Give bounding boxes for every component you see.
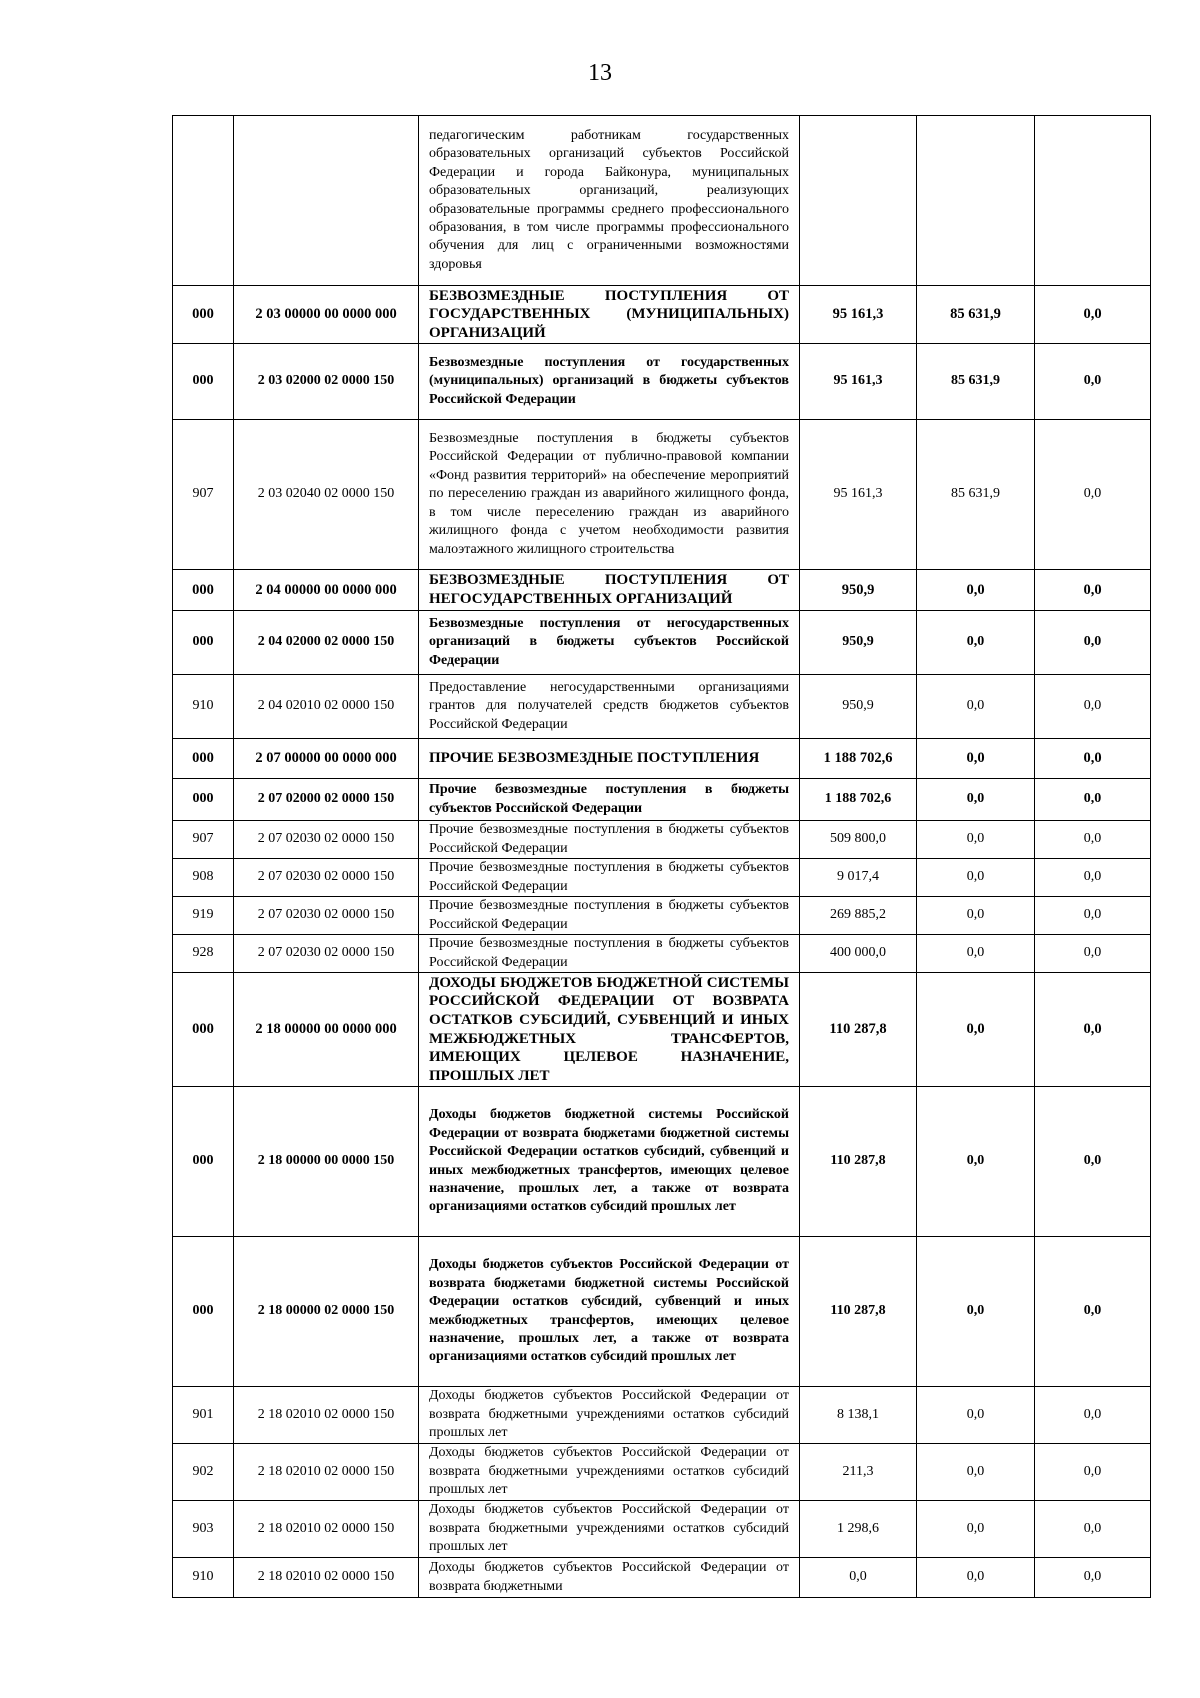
- amount-year1-cell: 110 287,8: [800, 1237, 917, 1387]
- budget-code-cell: 2 04 02000 02 0000 150: [234, 611, 419, 675]
- amount-year2-cell: 0,0: [917, 859, 1035, 897]
- budget-code-cell: 2 07 02030 02 0000 150: [234, 859, 419, 897]
- amount-year3-cell: 0,0: [1035, 779, 1151, 821]
- table-row: [173, 420, 1151, 570]
- table-row: [173, 1444, 1151, 1501]
- revenue-name-cell: Доходы бюджетов субъектов Российской Федерации от возврата бюджетными учреждениями остатков субсидий прошлых лет: [419, 1501, 800, 1558]
- amount-year2-cell: 0,0: [917, 1558, 1035, 1598]
- admin-code-cell: 000: [173, 739, 234, 779]
- budget-code-cell: 2 04 00000 00 0000 000: [234, 570, 419, 611]
- budget-code-cell: 2 07 02030 02 0000 150: [234, 897, 419, 935]
- admin-code-cell: 907: [173, 821, 234, 859]
- amount-year3-cell: 0,0: [1035, 935, 1151, 973]
- table-row: [173, 116, 1151, 286]
- amount-year1-cell: 95 161,3: [800, 344, 917, 420]
- table-row: [173, 1087, 1151, 1237]
- amount-year3-cell: 0,0: [1035, 739, 1151, 779]
- revenue-name-cell: БЕЗВОЗМЕЗДНЫЕ ПОСТУПЛЕНИЯ ОТ ГОСУДАРСТВЕННЫХ (МУНИЦИПАЛЬНЫХ) ОРГАНИЗАЦИЙ: [419, 286, 800, 344]
- budget-code-cell: 2 18 00000 00 0000 000: [234, 973, 419, 1087]
- revenue-name-cell: педагогическим работникам государственных образовательных организаций субъектов Российской Федерации и города Байконура, муниципальных образовательных организаций, реализующих образовательные программы среднего профессионального образования, в том числе программы профессионального обучения для лиц с ограниченными возможностями здоровья: [419, 116, 800, 286]
- admin-code-cell: 919: [173, 897, 234, 935]
- budget-code-cell: 2 07 00000 00 0000 000: [234, 739, 419, 779]
- budget-code-cell: [234, 116, 419, 286]
- revenue-name-cell: ПРОЧИЕ БЕЗВОЗМЕЗДНЫЕ ПОСТУПЛЕНИЯ: [419, 739, 800, 779]
- budget-code-cell: 2 03 02040 02 0000 150: [234, 420, 419, 570]
- admin-code-cell: 000: [173, 1087, 234, 1237]
- revenue-name-cell: Прочие безвозмездные поступления в бюджеты субъектов Российской Федерации: [419, 859, 800, 897]
- amount-year2-cell: 85 631,9: [917, 420, 1035, 570]
- amount-year3-cell: 0,0: [1035, 1558, 1151, 1598]
- amount-year2-cell: 0,0: [917, 779, 1035, 821]
- amount-year3-cell: 0,0: [1035, 1501, 1151, 1558]
- table-row: [173, 1558, 1151, 1598]
- table-row: [173, 859, 1151, 897]
- amount-year3-cell: 0,0: [1035, 1087, 1151, 1237]
- budget-code-cell: 2 18 02010 02 0000 150: [234, 1501, 419, 1558]
- amount-year2-cell: 0,0: [917, 675, 1035, 739]
- revenue-name-cell: Прочие безвозмездные поступления в бюджеты субъектов Российской Федерации: [419, 821, 800, 859]
- revenue-name-cell: Прочие безвозмездные поступления в бюджеты субъектов Российской Федерации: [419, 897, 800, 935]
- amount-year1-cell: 1 188 702,6: [800, 779, 917, 821]
- amount-year2-cell: 0,0: [917, 570, 1035, 611]
- amount-year2-cell: 0,0: [917, 611, 1035, 675]
- revenue-name-cell: Безвозмездные поступления в бюджеты субъектов Российской Федерации от публично-правовой компании «Фонд развития территорий» на обеспечение мероприятий по переселению граждан из аварийного жилищного фонда, в том числе переселению граждан из аварийного жилищного фонда с учетом необходимости развития малоэтажного жилищного строительства: [419, 420, 800, 570]
- budget-code-cell: 2 18 02010 02 0000 150: [234, 1558, 419, 1598]
- amount-year3-cell: 0,0: [1035, 973, 1151, 1087]
- amount-year1-cell: 950,9: [800, 675, 917, 739]
- amount-year1-cell: 211,3: [800, 1444, 917, 1501]
- budget-code-cell: 2 07 02030 02 0000 150: [234, 821, 419, 859]
- amount-year2-cell: 0,0: [917, 1387, 1035, 1444]
- revenue-name-cell: ДОХОДЫ БЮДЖЕТОВ БЮДЖЕТНОЙ СИСТЕМЫ РОССИЙСКОЙ ФЕДЕРАЦИИ ОТ ВОЗВРАТА ОСТАТКОВ СУБСИДИЙ, СУБВЕНЦИЙ И ИНЫХ МЕЖБЮДЖЕТНЫХ ТРАНСФЕРТОВ, ИМЕЮЩИХ ЦЕЛЕВОЕ НАЗНАЧЕНИЕ, ПРОШЛЫХ ЛЕТ: [419, 973, 800, 1087]
- amount-year1-cell: 110 287,8: [800, 1087, 917, 1237]
- admin-code-cell: 903: [173, 1501, 234, 1558]
- admin-code-cell: 000: [173, 973, 234, 1087]
- amount-year2-cell: 0,0: [917, 1087, 1035, 1237]
- table-row: [173, 1501, 1151, 1558]
- table-row: [173, 570, 1151, 611]
- amount-year1-cell: 950,9: [800, 570, 917, 611]
- budget-code-cell: 2 18 02010 02 0000 150: [234, 1444, 419, 1501]
- revenue-name-cell: Доходы бюджетов субъектов Российской Федерации от возврата бюджетными учреждениями остатков субсидий прошлых лет: [419, 1387, 800, 1444]
- revenue-name-cell: Доходы бюджетов субъектов Российской Федерации от возврата бюджетными учреждениями остатков субсидий прошлых лет: [419, 1444, 800, 1501]
- amount-year3-cell: 0,0: [1035, 420, 1151, 570]
- admin-code-cell: 902: [173, 1444, 234, 1501]
- amount-year3-cell: 0,0: [1035, 897, 1151, 935]
- amount-year2-cell: 0,0: [917, 821, 1035, 859]
- table-row: [173, 935, 1151, 973]
- table-row: [173, 286, 1151, 344]
- amount-year3-cell: [1035, 116, 1151, 286]
- amount-year3-cell: 0,0: [1035, 1387, 1151, 1444]
- admin-code-cell: 908: [173, 859, 234, 897]
- admin-code-cell: 928: [173, 935, 234, 973]
- amount-year2-cell: 0,0: [917, 897, 1035, 935]
- admin-code-cell: 910: [173, 675, 234, 739]
- amount-year1-cell: 110 287,8: [800, 973, 917, 1087]
- amount-year3-cell: 0,0: [1035, 675, 1151, 739]
- amount-year1-cell: 269 885,2: [800, 897, 917, 935]
- amount-year3-cell: 0,0: [1035, 1444, 1151, 1501]
- revenue-name-cell: Доходы бюджетов субъектов Российской Федерации от возврата бюджетами бюджетной системы Российской Федерации остатков субсидий, субвенций и иных межбюджетных трансфертов, имеющих целевое назначение, прошлых лет, а также от возврата организациями остатков субсидий прошлых лет: [419, 1237, 800, 1387]
- budget-code-cell: 2 03 02000 02 0000 150: [234, 344, 419, 420]
- amount-year3-cell: 0,0: [1035, 286, 1151, 344]
- budget-code-cell: 2 18 00000 02 0000 150: [234, 1237, 419, 1387]
- revenue-name-cell: Безвозмездные поступления от государственных (муниципальных) организаций в бюджеты субъектов Российской Федерации: [419, 344, 800, 420]
- revenue-name-cell: Прочие безвозмездные поступления в бюджеты субъектов Российской Федерации: [419, 779, 800, 821]
- revenue-name-cell: Прочие безвозмездные поступления в бюджеты субъектов Российской Федерации: [419, 935, 800, 973]
- revenue-name-cell: Доходы бюджетов субъектов Российской Федерации от возврата бюджетными: [419, 1558, 800, 1598]
- amount-year3-cell: 0,0: [1035, 611, 1151, 675]
- amount-year1-cell: 9 017,4: [800, 859, 917, 897]
- amount-year1-cell: 950,9: [800, 611, 917, 675]
- budget-code-cell: 2 07 02000 02 0000 150: [234, 779, 419, 821]
- amount-year1-cell: 95 161,3: [800, 286, 917, 344]
- amount-year2-cell: 85 631,9: [917, 286, 1035, 344]
- amount-year1-cell: 509 800,0: [800, 821, 917, 859]
- table-row: [173, 973, 1151, 1087]
- revenue-name-cell: Предоставление негосударственными организациями грантов для получателей средств бюджетов субъектов Российской Федерации: [419, 675, 800, 739]
- admin-code-cell: 000: [173, 570, 234, 611]
- amount-year3-cell: 0,0: [1035, 821, 1151, 859]
- admin-code-cell: 000: [173, 286, 234, 344]
- admin-code-cell: 910: [173, 1558, 234, 1598]
- revenue-name-cell: Безвозмездные поступления от негосударственных организаций в бюджеты субъектов Российской Федерации: [419, 611, 800, 675]
- admin-code-cell: 000: [173, 1237, 234, 1387]
- amount-year2-cell: 85 631,9: [917, 344, 1035, 420]
- revenue-table: [172, 115, 1151, 1598]
- admin-code-cell: 000: [173, 611, 234, 675]
- amount-year2-cell: 0,0: [917, 935, 1035, 973]
- table-row: [173, 611, 1151, 675]
- table-row: [173, 1387, 1151, 1444]
- table-row: [173, 675, 1151, 739]
- revenue-name-cell: Доходы бюджетов бюджетной системы Российской Федерации от возврата бюджетами бюджетной системы Российской Федерации остатков субсидий, субвенций и иных межбюджетных трансфертов, имеющих целевое назначение, прошлых лет, а также от возврата организациями остатков субсидий прошлых лет: [419, 1087, 800, 1237]
- admin-code-cell: 000: [173, 779, 234, 821]
- amount-year1-cell: 8 138,1: [800, 1387, 917, 1444]
- amount-year1-cell: 1 298,6: [800, 1501, 917, 1558]
- amount-year3-cell: 0,0: [1035, 570, 1151, 611]
- admin-code-cell: [173, 116, 234, 286]
- table-row: [173, 344, 1151, 420]
- amount-year3-cell: 0,0: [1035, 344, 1151, 420]
- amount-year3-cell: 0,0: [1035, 859, 1151, 897]
- amount-year1-cell: 400 000,0: [800, 935, 917, 973]
- amount-year2-cell: 0,0: [917, 1444, 1035, 1501]
- table-row: [173, 739, 1151, 779]
- amount-year2-cell: 0,0: [917, 1501, 1035, 1558]
- admin-code-cell: 000: [173, 344, 234, 420]
- amount-year2-cell: 0,0: [917, 1237, 1035, 1387]
- table-row: [173, 897, 1151, 935]
- amount-year1-cell: [800, 116, 917, 286]
- table-row: [173, 1237, 1151, 1387]
- page-number: 13: [588, 60, 612, 86]
- amount-year1-cell: 1 188 702,6: [800, 739, 917, 779]
- amount-year1-cell: 95 161,3: [800, 420, 917, 570]
- budget-code-cell: 2 07 02030 02 0000 150: [234, 935, 419, 973]
- budget-code-cell: 2 18 02010 02 0000 150: [234, 1387, 419, 1444]
- amount-year2-cell: [917, 116, 1035, 286]
- admin-code-cell: 907: [173, 420, 234, 570]
- admin-code-cell: 901: [173, 1387, 234, 1444]
- budget-code-cell: 2 18 00000 00 0000 150: [234, 1087, 419, 1237]
- budget-code-cell: 2 04 02010 02 0000 150: [234, 675, 419, 739]
- amount-year2-cell: 0,0: [917, 739, 1035, 779]
- budget-code-cell: 2 03 00000 00 0000 000: [234, 286, 419, 344]
- amount-year1-cell: 0,0: [800, 1558, 917, 1598]
- amount-year3-cell: 0,0: [1035, 1237, 1151, 1387]
- amount-year2-cell: 0,0: [917, 973, 1035, 1087]
- table-row: [173, 779, 1151, 821]
- table-row: [173, 821, 1151, 859]
- revenue-name-cell: БЕЗВОЗМЕЗДНЫЕ ПОСТУПЛЕНИЯ ОТ НЕГОСУДАРСТВЕННЫХ ОРГАНИЗАЦИЙ: [419, 570, 800, 611]
